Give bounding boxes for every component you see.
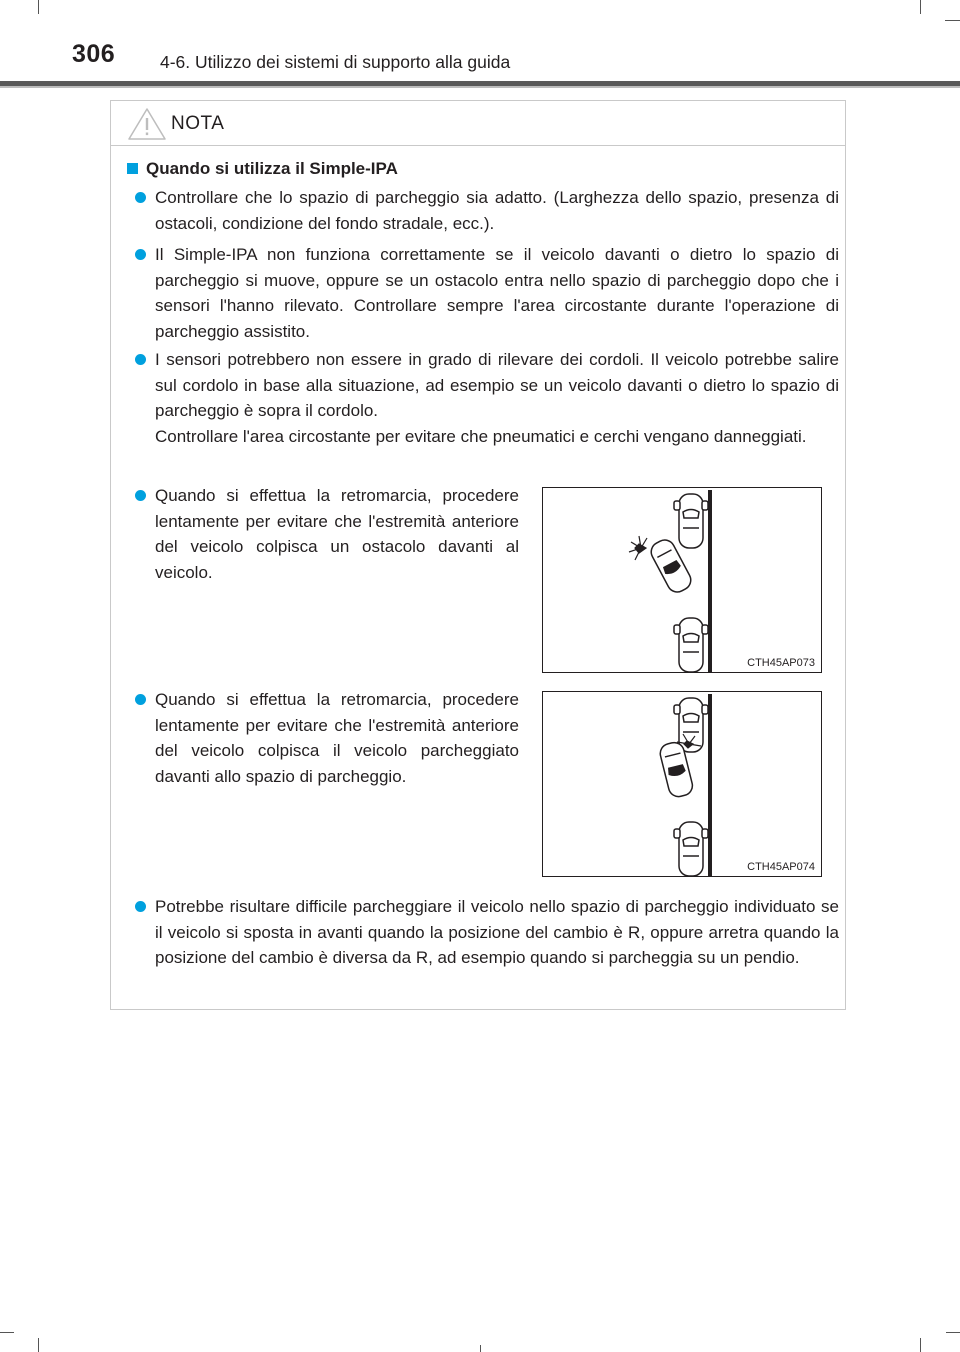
list-item-text: I sensori potrebbero non essere in grado di rilevare dei cordoli. Il veicolo potrebbe salire sul cordolo in base alla situazione, ad esempio se un veicolo davanti o dietro lo spazio di parcheggio è sopra il cordolo. [155, 350, 839, 420]
list-item-text: Quando si effettua la retromarcia, procedere lentamente per evitare che l'estremità anteriore del veicolo colpisca un ostacolo davanti al veicolo. [155, 486, 519, 582]
crop-mark [38, 1338, 39, 1352]
list-item-text: Il Simple-IPA non funziona correttamente se il veicolo davanti o dietro lo spazio di parcheggio si muove, oppure se un ostacolo entra nello spazio di parcheggio dopo che i sensori l'hanno rilevato. Controllare sempre l'area circostante durante l'operazione di parcheggio assistito. [155, 245, 839, 341]
bullet-icon [135, 901, 146, 912]
crop-mark [0, 1332, 14, 1333]
header-divider-shadow [0, 86, 960, 88]
bullet-icon [135, 192, 146, 203]
crop-mark [480, 1345, 481, 1352]
crop-mark [946, 1332, 960, 1333]
impact-burst-icon [629, 536, 647, 560]
bullet-icon [135, 694, 146, 705]
list-item [155, 242, 839, 344]
warning-triangle-icon [127, 107, 167, 141]
list-item-text: Potrebbe risultare difficile parcheggiare il veicolo nello spazio di parcheggio individuato se il veicolo si sposta in avanti quando la posizione del cambio è R, oppure arretra quando la posizione del cambio è diversa da R, ad esempio quando si parcheggia su un pendio. [155, 897, 839, 967]
list-item [155, 894, 839, 971]
page-header [0, 0, 960, 92]
bullet-icon [135, 354, 146, 365]
note-title: NOTA [171, 113, 225, 134]
section-title: 4-6. Utilizzo dei sistemi di supporto alla guida [160, 52, 511, 72]
page-number: 306 [72, 40, 116, 68]
list-item-text: Controllare l'area circostante per evitare che pneumatici e cerchi vengano danneggiati. [155, 426, 807, 446]
crop-mark [920, 1338, 921, 1352]
section-heading-text: Quando si utilizza il Simple-IPA [146, 159, 398, 178]
parking-illustration [542, 487, 822, 673]
list-item-text: Quando si effettua la retromarcia, procedere lentamente per evitare che l'estremità anteriore del veicolo colpisca il veicolo parcheggiato davanti allo spazio di parcheggio. [155, 690, 519, 786]
parking-diagram [543, 488, 823, 674]
parked-car-rear [674, 822, 708, 876]
list-item-text: Controllare che lo spazio di parcheggio sia adatto. (Larghezza dello spazio, presenza di ostacoli, condizione del fondo stradale, ecc.). [155, 188, 839, 233]
list-item [155, 483, 519, 585]
figure-code: CTH45AP073 [747, 657, 815, 669]
parked-car-front [674, 494, 708, 548]
note-box [110, 100, 846, 1010]
list-item [155, 687, 519, 789]
list-item [155, 185, 839, 236]
parking-diagram [543, 692, 823, 878]
parked-car-rear [674, 618, 708, 672]
figure-code: CTH45AP074 [747, 861, 815, 873]
bullet-icon [135, 490, 146, 501]
square-bullet-icon [127, 163, 138, 174]
note-header [111, 101, 845, 146]
parking-illustration [542, 691, 822, 877]
list-item [155, 347, 839, 449]
bullet-icon [135, 249, 146, 260]
section-heading [127, 159, 398, 179]
